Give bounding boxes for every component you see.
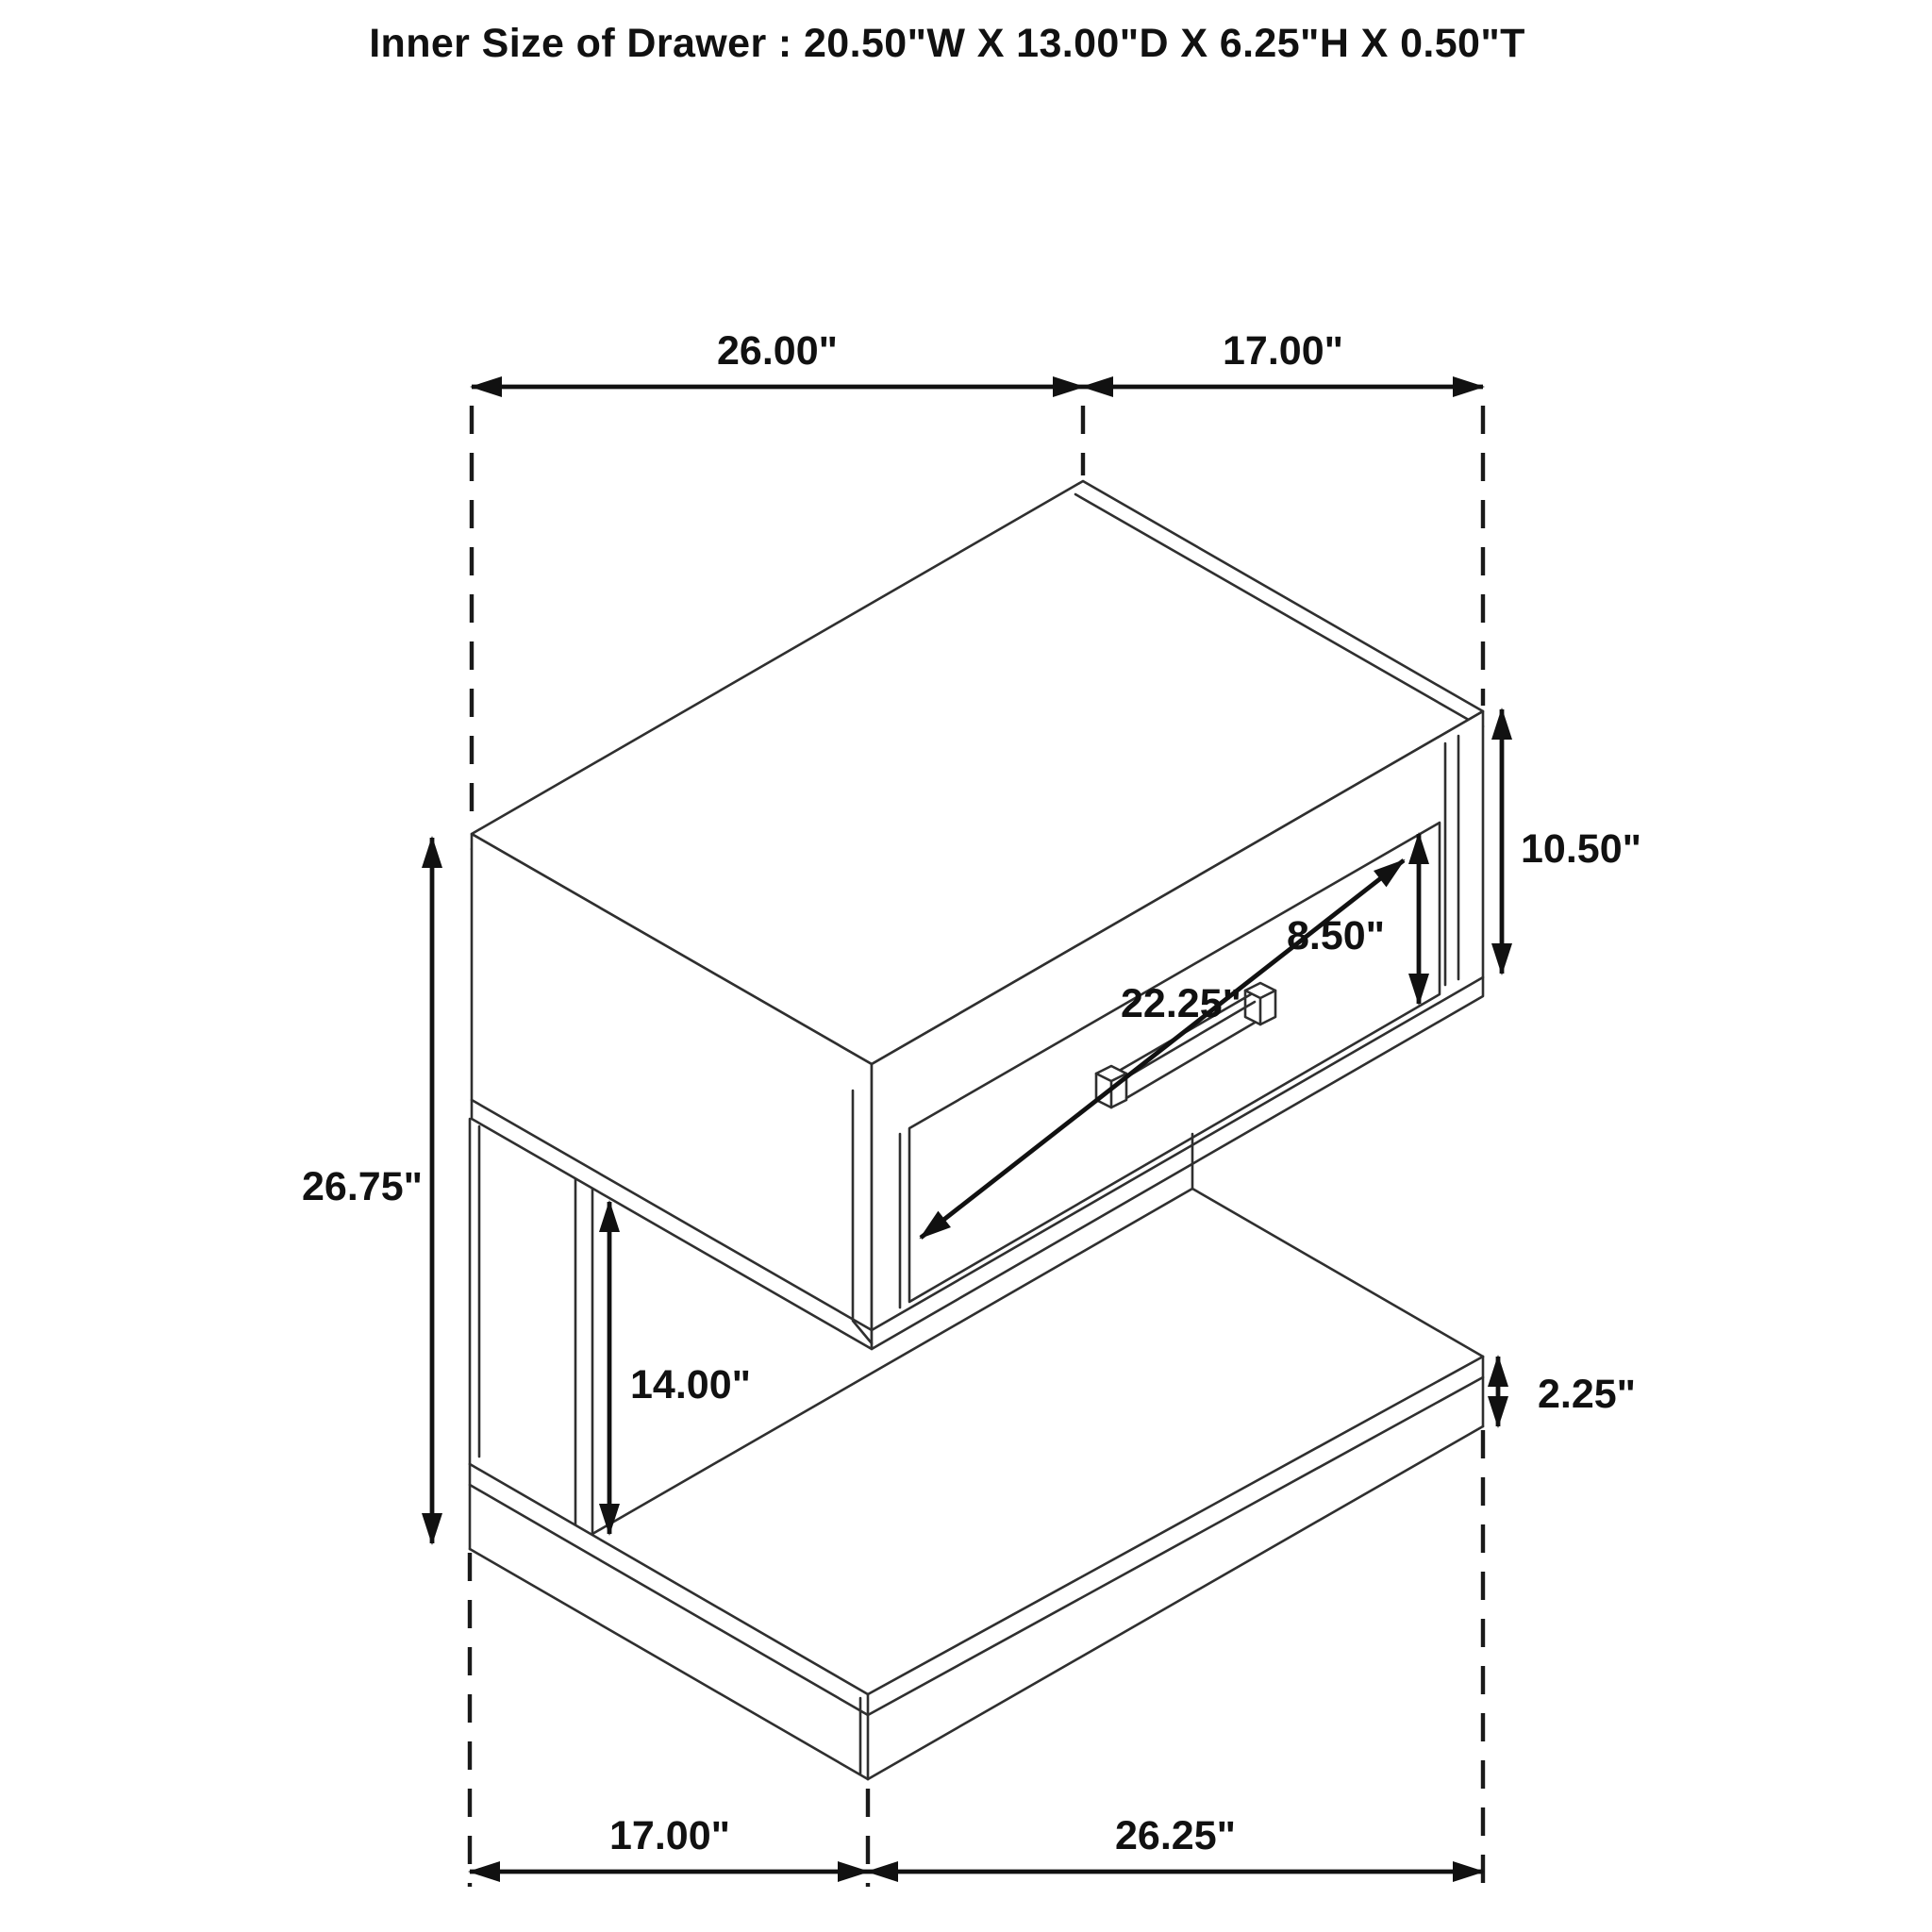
dim-base-thickness [1498, 1357, 1636, 1426]
left-support-panel [470, 1119, 592, 1534]
dim-base-depth [470, 1813, 868, 1872]
base-front-corner [860, 1694, 868, 1779]
dim-top-depth [1083, 328, 1483, 387]
base-left-edges [470, 1464, 868, 1779]
dim-base-depth-label: 17.00" [609, 1813, 730, 1858]
diagram-title: Inner Size of Drawer : 20.50"W X 13.00"D X 6.25"H X 0.50"T [369, 21, 1525, 66]
dim-open-shelf-height-label: 14.00" [630, 1362, 751, 1407]
dim-cabinet-height-label: 10.50" [1521, 826, 1641, 872]
dim-cabinet-height [1502, 709, 1641, 974]
dim-top-width-label: 26.00" [717, 328, 838, 374]
dim-total-height [302, 838, 432, 1543]
dim-top-depth-label: 17.00" [1223, 328, 1343, 374]
nightstand-drawing [470, 481, 1483, 1779]
dim-base-width-label: 26.25" [1115, 1813, 1236, 1858]
dim-base-thickness-label: 2.25" [1537, 1372, 1637, 1417]
base-right-edges [868, 1357, 1483, 1779]
dim-total-height-label: 26.75" [302, 1164, 423, 1209]
dim-top-width [472, 328, 1083, 387]
dim-base-width [868, 1813, 1483, 1872]
dim-drawer-face-width-label: 22.25" [1121, 981, 1241, 1026]
dim-drawer-face-height-label: 8.50" [1286, 913, 1386, 958]
